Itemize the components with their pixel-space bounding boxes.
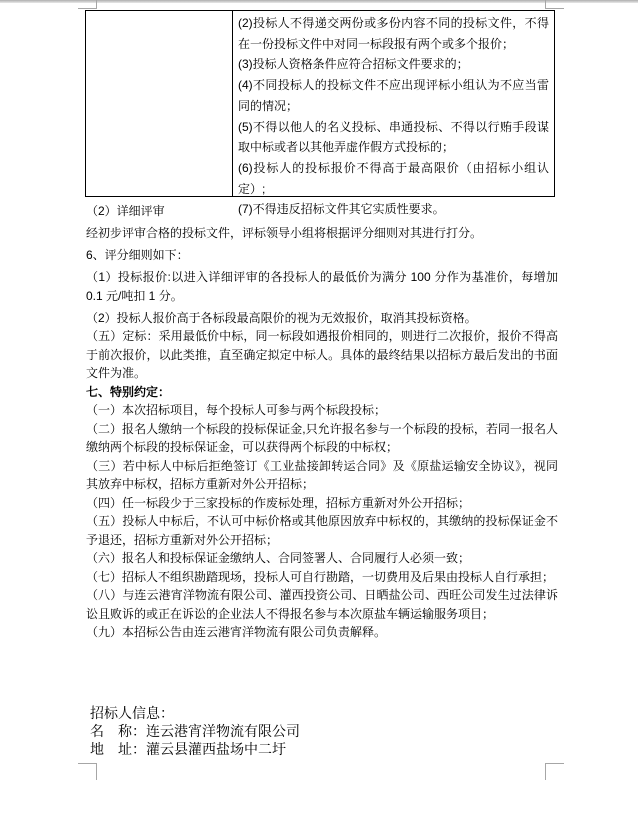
margin-mark-bottom-right [545, 763, 564, 780]
body-paragraph: （五）定标：采用最低价中标，同一标段如遇报价相同的，则进行二次报价，报价不得高于前次报价，以此类推，直至确定拟定中标人。具体的最终结果以招标方最后发出的书面文件为准。 [86, 329, 558, 380]
table-item: (4)不同投标人的投标文件不应出现评标小组认为不应当雷同的情况； [238, 78, 549, 113]
document-body-paragraphs [86, 202, 558, 642]
body-paragraph: （三）若中标人中标后拒绝签订《工业盐接卸转运合同》及《原盐运输安全协议》，视同其放弃中标权，招标方重新对外公开招标； [86, 458, 558, 491]
body-paragraph: 6、评分细则如下： [86, 248, 189, 262]
table-item: (3)投标人资格条件应符合招标文件要求的； [238, 57, 469, 72]
table-item: (7)不得违反招标文件其它实质性要求。 [238, 202, 445, 217]
body-paragraph: （2）投标人报价高于各标段最高限价的视为无效报价，取消其投标资格。 [86, 310, 477, 325]
margin-mark-top-right [545, 0, 564, 9]
body-paragraph: （八）与连云港宵洋物流有限公司、灌西投资公司、日晒盐公司、西旺公司发生过法律诉讼且败诉的或正在诉讼的企业法人不得报名参与本次原盐车辆运输服务项目； [86, 588, 558, 621]
body-paragraph: （五）投标人中标后，不认可中标价格或其他原因放弃中标权的，其缴纳的投标保证金不予退还，招标方重新对外公开招标； [86, 514, 558, 547]
body-paragraph: （1）投标报价:以进入详细评审的各投标人的最低价为满分 100 分作为基准价，每增加 0.1 元/吨扣 1 分。 [86, 270, 558, 303]
body-paragraph: 七、特别约定： [86, 384, 171, 399]
body-paragraph: （九）本招标公告由连云港宵洋物流有限公司负责解释。 [86, 625, 387, 639]
table-item: (5)不得以他人的名义投标、串通投标、不得以行贿手段谋取中标或者以其他弄虚作假方式投标的； [238, 119, 549, 155]
bidder-info-title: 招标人信息： [90, 705, 174, 721]
bidder-address-line: 地 址：灌云县灌西盐场中二圩 [90, 741, 286, 757]
bidder-info-block [90, 704, 300, 758]
table-left-cell [86, 11, 233, 196]
margin-mark-top-left [78, 0, 97, 9]
body-paragraph: （四）任一标段少于三家投标的作废标处理，招标方重新对外公开招标； [86, 495, 471, 510]
body-paragraph: （二）报名人缴纳一个标段的投标保证金,只允许报名参与一个标段的投标，若同一报名人缴纳两个标段的投标保证金，可以获得两个标段的中标权； [86, 421, 558, 454]
bidder-name-line: 名 称：连云港宵洋物流有限公司 [90, 723, 300, 739]
body-paragraph: （2）详细评审 [86, 204, 165, 218]
body-paragraph: 经初步评审合格的投标文件，评标领导小组将根据评分细则对其进行打分。 [86, 226, 483, 240]
body-paragraph: （七）招标人不组织勘踏现场，投标人可自行勘踏，一切费用及后果由投标人自行承担； [86, 569, 555, 584]
body-paragraph: （六）报名人和投标保证金缴纳人、合同签署人、合同履行人必须一致； [86, 551, 471, 565]
table-item: (6)投标人的投标报价不得高于最高限价（由招标小组认定）; [238, 160, 549, 196]
table-right-cell [233, 11, 554, 217]
table-item: (2)投标人不得递交两份或多份内容不同的投标文件，不得在一份投标文件中对同一标段报有两个或多个报价； [238, 16, 549, 51]
body-paragraph: （一）本次招标项目，每个投标人可参与两个标段投标； [86, 403, 387, 417]
margin-mark-bottom-left [78, 763, 97, 780]
